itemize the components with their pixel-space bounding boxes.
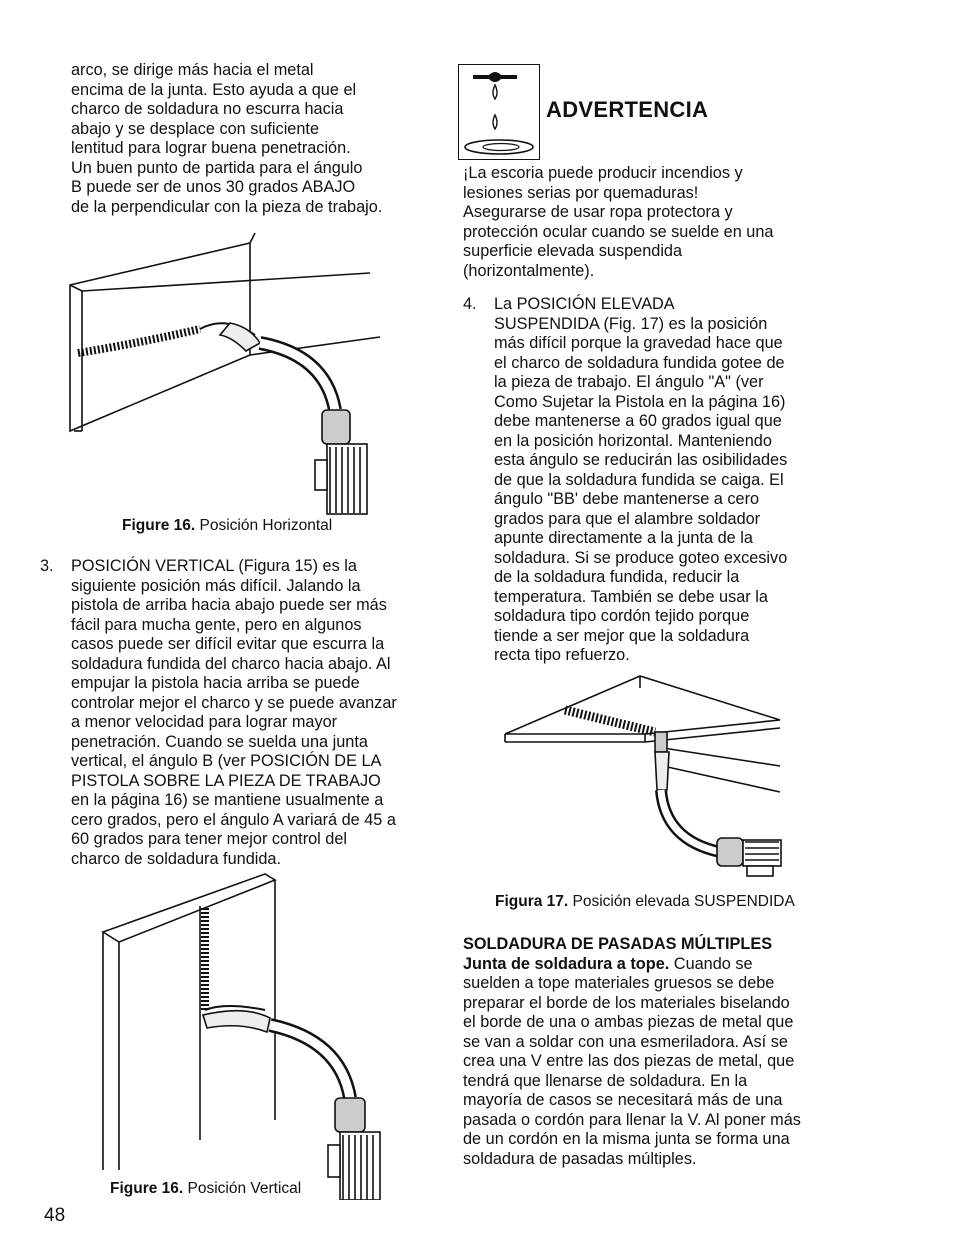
section-heading: SOLDADURA DE PASADAS MÚLTIPLES xyxy=(463,935,773,953)
caption-text: Posición Vertical xyxy=(183,1180,302,1197)
text-line: encima de la junta. Esto ayuda a que el xyxy=(71,80,357,99)
text-line: mayoría de casos se necesitará más de una xyxy=(463,1091,783,1109)
text-line: de que la soldadura fundida se caiga. El xyxy=(494,470,784,489)
intro-paragraph xyxy=(71,61,431,217)
text-line: protección ocular cuando se suelde en una xyxy=(463,222,774,241)
text-line: charco de soldadura fundida. xyxy=(71,849,281,868)
text-line: pistola de arriba hacia abajo puede ser más xyxy=(71,596,387,614)
figure-vertical-weld xyxy=(95,870,385,1200)
text-line: se van a soldar con una esmeriladora. Así se xyxy=(463,1032,788,1051)
text-line: La POSICIÓN ELEVADA xyxy=(494,295,675,313)
text-line: en la posición horizontal. Manteniendo xyxy=(494,431,772,450)
text-line: a menor velocidad para lograr mayor xyxy=(71,713,338,731)
list-item-4 xyxy=(463,295,863,666)
text-line: crea una V entre las dos piezas de metal, que xyxy=(463,1052,795,1070)
text-line: tiende a ser mejor que la soldadura xyxy=(494,626,750,645)
text-line: SUSPENDIDA (Fig. 17) es la posición xyxy=(494,314,768,333)
text-line: superficie elevada suspendida xyxy=(463,242,683,260)
text-line: controlar mejor el charco y se puede avanzar xyxy=(71,693,397,712)
text-line: Asegurarse de usar ropa protectora y xyxy=(463,203,733,221)
text-line: fácil para mucha gente, pero en algunos xyxy=(71,615,362,634)
text-line: POSICIÓN VERTICAL (Figura 15) es la xyxy=(71,557,357,575)
text-line: en la página 16) se mantiene usualmente a xyxy=(71,791,384,809)
text-line: apunte directamente a la junta de la xyxy=(494,529,753,547)
page-number: 48 xyxy=(44,1205,66,1226)
welding-gun xyxy=(655,732,781,876)
text-line: arco, se dirige más hacia el metal xyxy=(71,61,314,79)
figure-overhead-caption xyxy=(495,893,795,911)
text-line: PISTOLA SOBRE LA PIEZA DE TRABAJO xyxy=(71,771,381,790)
text-line: soldadura fundida del charco hacia abajo. Al xyxy=(71,654,391,673)
subheading: Junta de soldadura a tope. xyxy=(463,954,670,973)
text-line: el charco de soldadura fundida gotee de xyxy=(494,353,785,372)
text-line: soldadura tipo cordón tejido porque xyxy=(494,607,750,625)
text-line: B puede ser de unos 30 grados ABAJO xyxy=(71,178,356,196)
warning-icon-box xyxy=(458,64,540,160)
text-line: soldadura. Si se produce goteo excesivo xyxy=(494,548,788,567)
text-line: cero grados, pero el ángulo A variará de 45 a xyxy=(71,810,396,829)
text-line: Un buen punto de partida para el ángulo xyxy=(71,158,363,177)
text-line: siguiente posición más difícil. Jalando la xyxy=(71,576,361,595)
caption-label: Figura 17. xyxy=(495,893,569,910)
caption-label: Figure 16. xyxy=(122,517,196,534)
text-line: penetración. Cuando se suelda una junta xyxy=(71,732,368,751)
text-line: (horizontalmente). xyxy=(463,261,595,280)
text-fragment: Cuando se xyxy=(669,954,753,973)
text-line: casos puede ser difícil evitar que escurra la xyxy=(71,635,385,653)
text-line: charco de soldadura no escurra hacia xyxy=(71,100,344,118)
welding-gun xyxy=(203,1006,380,1200)
text-line: la pieza de trabajo. El ángulo "A" (ver xyxy=(494,373,764,391)
text-line: esta ángulo se reducirán las osibilidades xyxy=(494,451,788,469)
text-line xyxy=(463,955,863,975)
list-number: 4. xyxy=(463,295,477,313)
figure-horizontal-weld xyxy=(60,225,400,515)
figure-horizontal-caption xyxy=(122,517,332,535)
text-line: tendrá que llenarse de soldadura. En la xyxy=(463,1071,748,1090)
warning-paragraph xyxy=(463,164,863,281)
text-line: más difícil porque la gravedad hace que xyxy=(494,334,783,352)
text-line: abajo y se desplace con suficiente xyxy=(71,119,319,138)
text-line: soldadura de pasadas múltiples. xyxy=(463,1149,697,1168)
text-line: el borde de una o ambas piezas de metal que xyxy=(463,1013,794,1031)
caption-label: Figure 16. xyxy=(110,1180,184,1197)
text-line: lentitud para lograr buena penetración. xyxy=(71,139,351,157)
text-line: lesiones serias por quemaduras! xyxy=(463,183,699,202)
text-line: ¡La escoria puede producir incendios y xyxy=(463,164,743,182)
figure-vertical-caption xyxy=(110,1180,301,1198)
text-line: de un cordón en la misma junta se forma una xyxy=(463,1130,790,1148)
caption-text: Posición elevada SUSPENDIDA xyxy=(568,893,795,910)
text-line: grados para que el alambre soldador xyxy=(494,509,761,528)
multipass-section xyxy=(463,935,863,1169)
text-line: preparar el borde de los materiales biselando xyxy=(463,993,790,1012)
caption-text: Posición Horizontal xyxy=(195,517,333,534)
text-line: Como Sujetar la Pistola en la página 16) xyxy=(494,392,786,411)
list-number: 3. xyxy=(40,557,54,575)
text-line: de la soldadura fundida, reducir la xyxy=(494,568,740,586)
text-line: pasada o cordón para llenar la V. Al poner más xyxy=(463,1110,801,1129)
text-line: vertical, el ángulo B (ver POSICIÓN DE LA xyxy=(71,752,382,770)
dripping-hot-metal-icon xyxy=(459,65,539,159)
text-line: empujar la pistola hacia arriba se puede xyxy=(71,674,360,692)
list-item-3 xyxy=(40,557,435,869)
text-line: 60 grados para tener mejor control del xyxy=(71,830,348,848)
text-line: recta tipo refuerzo. xyxy=(494,646,630,664)
text-line: de la perpendicular con la pieza de trabajo. xyxy=(71,197,383,216)
text-line: suelden a tope materiales gruesos se debe xyxy=(463,974,775,992)
text-line: debe mantenerse a 60 grados igual que xyxy=(494,412,782,430)
figure-overhead-weld xyxy=(495,670,795,880)
warning-title: ADVERTENCIA xyxy=(546,97,709,122)
text-line: temperatura. También se debe usar la xyxy=(494,587,768,606)
text-line: ángulo "BB' debe mantenerse a cero xyxy=(494,490,760,508)
